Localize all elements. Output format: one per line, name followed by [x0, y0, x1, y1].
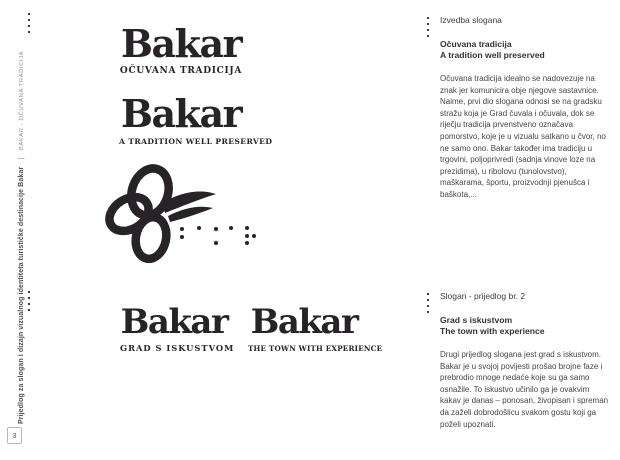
section-slogan-prijedlog-2 [440, 290, 610, 430]
logo-tagline: THE TOWN WITH EXPERIENCE [248, 344, 383, 353]
logo-lockup-grad-s-iskustvom [120, 302, 235, 353]
bakar-wordmark: Bakar [120, 91, 242, 136]
spine-subtitle: BAKAR - OČUVANA TRADICIJA [19, 50, 25, 151]
slogan-croatian: Očuvana tradicija [440, 39, 512, 49]
knot-loops [103, 164, 174, 262]
spine-caption [10, 51, 28, 424]
bakar-wordmark: Bakar [120, 302, 228, 342]
bakar-wordmark: Bakar [250, 302, 358, 342]
logo-tagline: GRAD S ISKUSTVOM [120, 343, 235, 353]
section-izvedba-slogana [440, 14, 610, 201]
slogan-croatian: Grad s iskustvom [440, 315, 513, 325]
logo-lockup-town-with-experience [248, 302, 383, 353]
logo-lockup-tradition-preserved [119, 91, 273, 146]
braille-dots-bakar [180, 226, 256, 245]
section-header: Izvedba slogana [440, 15, 502, 25]
section-marker-dots [427, 293, 429, 317]
bakar-wordmark: Bakar [120, 21, 242, 66]
slogan-english: The town with experience [440, 326, 545, 336]
section-header: Slogan - prijedlog br. 2 [440, 291, 526, 301]
bakar-knot-symbol-icon [100, 158, 270, 270]
section-body-text: Očuvana tradicija idealno se nadovezuje na znak jer komunicira obje njegove sastavnice. Naime, prvi dio slogana odnosi se na gradsku stražu koja je Grad čuvala i očuvala, dok se riječju tradicija prvenstveno označava pomorstvo, koje je u vizualu satkano u čvor, no ne samo ono. Bakar također ima tradiciju u trgovini, poljoprivredi (sadnja vinove loze na prezidima), u ribolovu (tunolovstvo), maškarama, športu, proizvodnji pjenušca i baškota,... [440, 74, 606, 199]
logo-tagline: A TRADITION WELL PRESERVED [119, 137, 273, 146]
section-marker-dots [28, 13, 30, 37]
section-marker-dots [28, 291, 30, 315]
logo-lockup-ocuvana-tradicija [119, 21, 243, 76]
spine-title: Prijedlog za slogan i dizajn vizualnog identiteta turističke destinacije Bakar [18, 166, 25, 424]
section-marker-dots [427, 17, 429, 41]
page-number-badge: 3 [7, 427, 22, 444]
slogan-english: A tradition well preserved [440, 50, 545, 60]
spine-separator: | [18, 157, 25, 160]
section-body-text: Drugi prijedlog slogana jest grad s iskustvom. Bakar je u svojoj povijesti prošao brojne faze i prebrodio mnoge nedaće koje su ga samo osnažile. To iskustvo učinilo ga je ovakvim kakav je danas – ponosan, živopisan i spreman da zaželi dobrodošlicu svakom gostu koji ga poželi upoznati. [440, 350, 609, 429]
logo-tagline: OČUVANA TRADICIJA [119, 66, 243, 76]
